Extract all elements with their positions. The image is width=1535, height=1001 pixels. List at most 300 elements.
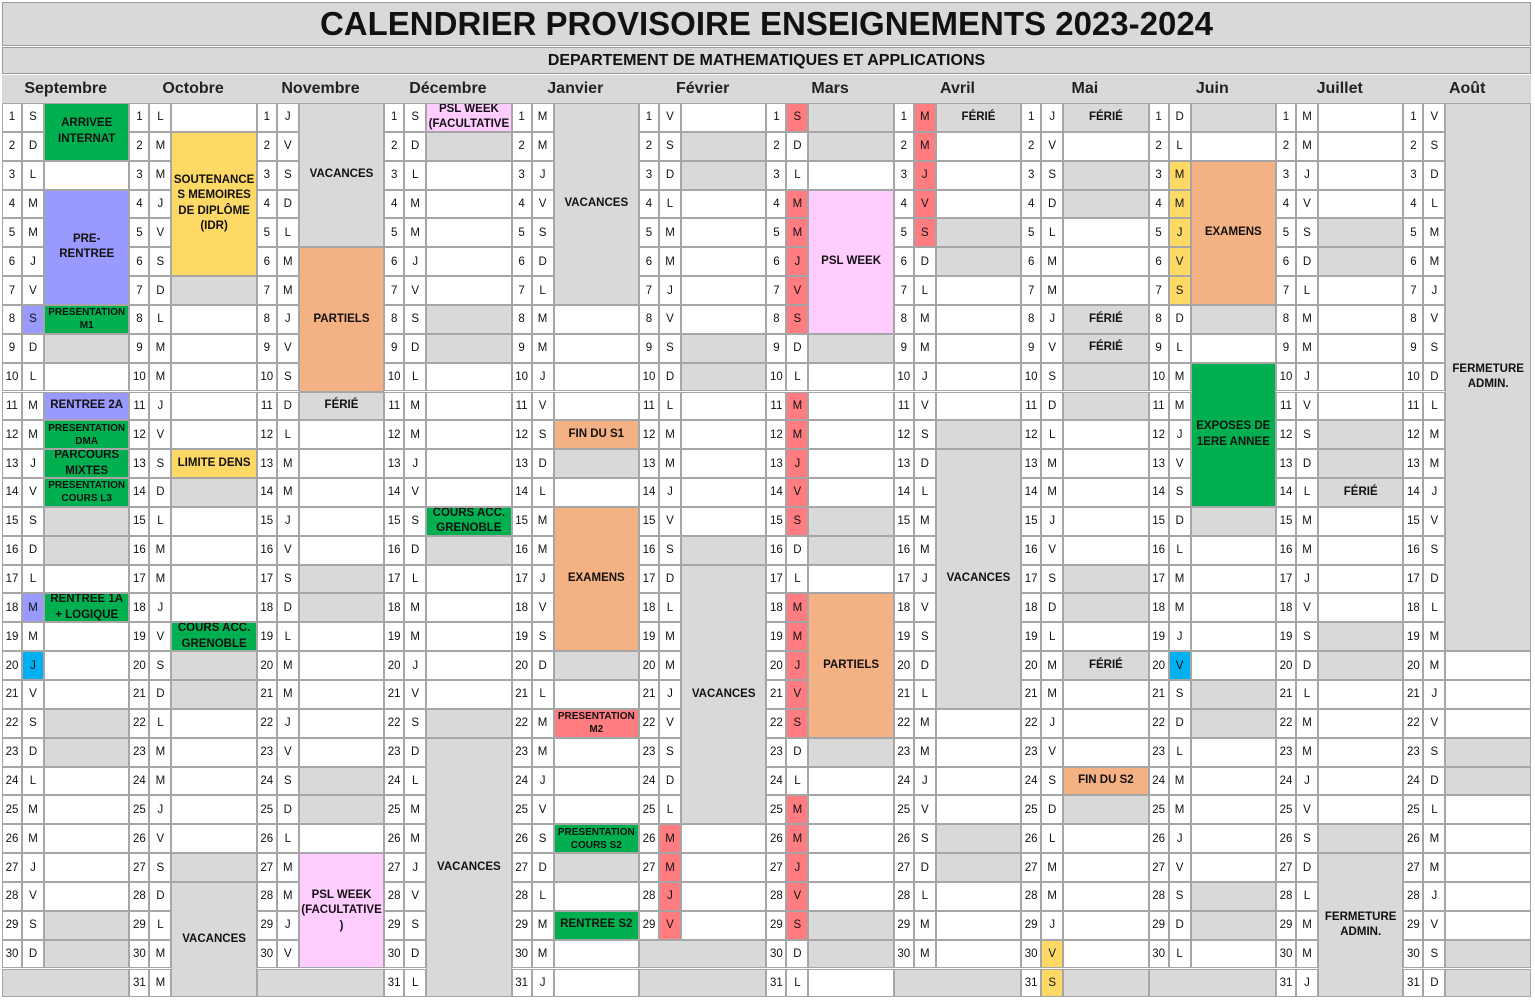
day-number: 19 (129, 622, 149, 651)
weekday-letter: J (1041, 305, 1063, 334)
day-slot (171, 680, 256, 709)
day-number: 3 (894, 161, 914, 190)
day-number: 1 (512, 103, 532, 132)
day-slot (426, 709, 511, 738)
day-number: 16 (894, 536, 914, 565)
day-number: 24 (766, 767, 786, 796)
day-number: 29 (1149, 911, 1169, 940)
day-slot (171, 507, 256, 536)
day-number: 19 (894, 622, 914, 651)
weekday-letter: M (149, 161, 171, 190)
weekday-letter: M (22, 593, 44, 622)
day-number: 9 (257, 334, 277, 363)
day-slot (171, 363, 256, 392)
month-header-7: Mars (766, 75, 893, 103)
day-number: 10 (1021, 363, 1041, 392)
day-slot (554, 305, 639, 334)
day-slot (426, 536, 511, 565)
weekday-letter: M (659, 622, 681, 651)
day-number: 14 (512, 478, 532, 507)
day-number: 4 (2, 190, 22, 219)
day-number: 7 (129, 276, 149, 305)
day-slot (1063, 565, 1148, 594)
day-slot (299, 738, 384, 767)
day-slot (171, 392, 256, 421)
day-number: 20 (894, 651, 914, 680)
event-block: FÉRIÉ (1063, 651, 1148, 680)
weekday-letter: D (914, 651, 936, 680)
weekday-letter: M (404, 392, 426, 421)
weekday-letter: V (1296, 392, 1318, 421)
day-number: 23 (1149, 738, 1169, 767)
weekday-letter: M (1296, 305, 1318, 334)
day-number: 5 (257, 218, 277, 247)
day-slot (1445, 853, 1531, 882)
day-number: 23 (1403, 738, 1423, 767)
day-number: 24 (129, 767, 149, 796)
day-number: 13 (766, 449, 786, 478)
weekday-letter: S (914, 824, 936, 853)
day-number: 31 (512, 969, 532, 998)
day-number: 25 (1276, 795, 1296, 824)
weekday-letter: S (914, 622, 936, 651)
day-number: 18 (512, 593, 532, 622)
weekday-letter: S (277, 767, 299, 796)
day-number: 14 (894, 478, 914, 507)
day-slot (171, 767, 256, 796)
weekday-letter: S (532, 218, 554, 247)
day-number: 13 (257, 449, 277, 478)
weekday-letter: L (404, 363, 426, 392)
day-slot (681, 334, 766, 363)
weekday-letter: J (404, 449, 426, 478)
day-slot (554, 738, 639, 767)
weekday-letter: D (1169, 305, 1191, 334)
weekday-letter: M (786, 392, 808, 421)
day-slot (681, 536, 766, 565)
weekday-letter: S (1041, 565, 1063, 594)
day-number: 9 (2, 334, 22, 363)
event-block: FIN DU S1 (554, 420, 639, 449)
day-number: 23 (1021, 738, 1041, 767)
weekday-letter: V (532, 190, 554, 219)
weekday-letter: M (1296, 536, 1318, 565)
day-number: 14 (1276, 478, 1296, 507)
day-slot (1445, 738, 1531, 767)
day-number: 29 (129, 911, 149, 940)
day-slot (554, 334, 639, 363)
day-number: 28 (639, 882, 659, 911)
day-number: 3 (1403, 161, 1423, 190)
weekday-letter: D (404, 536, 426, 565)
day-slot (299, 565, 384, 594)
weekday-letter: D (532, 449, 554, 478)
day-number: 3 (129, 161, 149, 190)
day-number: 5 (1276, 218, 1296, 247)
day-number: 14 (1021, 478, 1041, 507)
day-slot (936, 161, 1021, 190)
weekday-letter: L (1296, 478, 1318, 507)
day-number: 1 (1403, 103, 1423, 132)
weekday-letter: M (786, 420, 808, 449)
day-slot (1318, 363, 1403, 392)
day-slot (808, 507, 893, 536)
weekday-letter: M (1296, 709, 1318, 738)
day-number: 2 (1149, 132, 1169, 161)
day-number: 10 (257, 363, 277, 392)
day-number: 13 (1403, 449, 1423, 478)
day-number: 28 (1021, 882, 1041, 911)
day-number: 22 (766, 709, 786, 738)
weekday-letter: J (1296, 565, 1318, 594)
weekday-letter: L (532, 680, 554, 709)
weekday-letter: D (404, 738, 426, 767)
weekday-letter: S (22, 305, 44, 334)
day-slot (1063, 969, 1148, 998)
day-number: 17 (1149, 565, 1169, 594)
day-number: 18 (766, 593, 786, 622)
weekday-letter: V (1169, 853, 1191, 882)
day-number: 15 (129, 507, 149, 536)
day-number: 27 (512, 853, 532, 882)
weekday-letter: J (532, 161, 554, 190)
day-slot (1063, 276, 1148, 305)
weekday-letter: S (659, 132, 681, 161)
day-slot (1318, 680, 1403, 709)
day-number: 20 (384, 651, 404, 680)
day-number: 23 (639, 738, 659, 767)
day-slot (681, 190, 766, 219)
weekday-letter: S (786, 911, 808, 940)
event-block: FÉRIÉ (1063, 103, 1148, 132)
day-slot (171, 651, 256, 680)
day-slot (808, 449, 893, 478)
day-slot (1445, 795, 1531, 824)
day-slot (426, 218, 511, 247)
day-number: 29 (894, 911, 914, 940)
day-slot (1191, 651, 1276, 680)
day-number: 30 (1276, 940, 1296, 969)
day-slot (1318, 738, 1403, 767)
weekday-letter: L (659, 795, 681, 824)
weekday-letter: M (149, 132, 171, 161)
day-number: 11 (2, 392, 22, 421)
page-subtitle: DEPARTEMENT DE MATHEMATIQUES ET APPLICATIONS (2, 47, 1531, 74)
day-slot (1318, 392, 1403, 421)
day-number: 4 (512, 190, 532, 219)
weekday-letter: V (149, 824, 171, 853)
day-number: 30 (894, 940, 914, 969)
day-number: 15 (1403, 507, 1423, 536)
weekday-letter: S (1169, 680, 1191, 709)
day-number: 10 (1149, 363, 1169, 392)
day-number: 11 (512, 392, 532, 421)
weekday-letter: L (277, 622, 299, 651)
day-number: 20 (1276, 651, 1296, 680)
day-number: 25 (639, 795, 659, 824)
day-slot (808, 795, 893, 824)
day-number: 4 (1021, 190, 1041, 219)
day-number: 2 (512, 132, 532, 161)
day-slot (426, 449, 511, 478)
day-slot (1063, 882, 1148, 911)
day-number: 10 (639, 363, 659, 392)
day-number: 1 (129, 103, 149, 132)
weekday-letter: M (149, 565, 171, 594)
day-number: 14 (257, 478, 277, 507)
day-number: 14 (639, 478, 659, 507)
weekday-letter: S (149, 853, 171, 882)
day-number: 22 (894, 709, 914, 738)
weekday-letter: S (277, 565, 299, 594)
day-number: 28 (1276, 882, 1296, 911)
day-slot (1318, 767, 1403, 796)
day-slot (808, 103, 893, 132)
day-number: 2 (1403, 132, 1423, 161)
weekday-letter: J (277, 103, 299, 132)
day-slot (681, 507, 766, 536)
day-number: 9 (512, 334, 532, 363)
day-number: 5 (894, 218, 914, 247)
weekday-letter: S (1423, 132, 1445, 161)
day-slot (171, 795, 256, 824)
weekday-letter: V (914, 190, 936, 219)
day-number: 23 (766, 738, 786, 767)
weekday-letter: M (914, 709, 936, 738)
weekday-letter: D (149, 882, 171, 911)
day-slot (299, 449, 384, 478)
day-number: 6 (1149, 247, 1169, 276)
weekday-letter: S (786, 103, 808, 132)
day-number: 26 (512, 824, 532, 853)
day-slot (44, 940, 129, 969)
day-number: 26 (2, 824, 22, 853)
day-number: 12 (639, 420, 659, 449)
day-number: 4 (766, 190, 786, 219)
event-block: PRE-RENTREE (44, 190, 129, 305)
weekday-letter: J (22, 449, 44, 478)
weekday-letter: V (1423, 103, 1445, 132)
weekday-letter: L (1169, 738, 1191, 767)
event-block: PARTIELS (808, 593, 893, 737)
day-number: 27 (1276, 853, 1296, 882)
day-slot (1063, 161, 1148, 190)
weekday-letter: J (1296, 363, 1318, 392)
weekday-letter: V (22, 882, 44, 911)
weekday-letter: M (532, 334, 554, 363)
day-number: 28 (512, 882, 532, 911)
weekday-letter: M (1296, 334, 1318, 363)
day-number: 23 (129, 738, 149, 767)
weekday-letter: M (149, 969, 171, 998)
weekday-letter: S (277, 363, 299, 392)
weekday-letter: D (149, 478, 171, 507)
day-number: 14 (1403, 478, 1423, 507)
day-number: 4 (894, 190, 914, 219)
weekday-letter: V (1423, 709, 1445, 738)
day-slot (1445, 882, 1531, 911)
weekday-letter: L (532, 478, 554, 507)
day-slot (1063, 190, 1148, 219)
day-slot (1318, 824, 1403, 853)
day-slot (1063, 622, 1148, 651)
weekday-letter: M (277, 247, 299, 276)
day-number: 5 (129, 218, 149, 247)
day-number: 30 (766, 940, 786, 969)
weekday-letter: D (1169, 103, 1191, 132)
weekday-letter: M (914, 103, 936, 132)
event-block: VACANCES (681, 565, 766, 825)
weekday-letter: M (22, 824, 44, 853)
day-slot (808, 363, 893, 392)
day-number: 8 (1149, 305, 1169, 334)
weekday-letter: M (1423, 853, 1445, 882)
day-slot (681, 218, 766, 247)
event-block: FÉRIÉ (299, 392, 384, 421)
weekday-letter: M (532, 103, 554, 132)
weekday-letter: M (914, 132, 936, 161)
day-number: 30 (384, 940, 404, 969)
day-slot (1063, 392, 1148, 421)
day-slot (171, 593, 256, 622)
day-number: 24 (894, 767, 914, 796)
weekday-letter: M (1296, 738, 1318, 767)
day-number: 17 (1276, 565, 1296, 594)
event-block: PARCOURS MIXTES (44, 449, 129, 478)
day-number: 29 (2, 911, 22, 940)
weekday-letter: S (1296, 622, 1318, 651)
weekday-letter: D (1041, 392, 1063, 421)
weekday-letter: V (149, 622, 171, 651)
weekday-letter: M (1169, 565, 1191, 594)
weekday-letter: J (277, 911, 299, 940)
weekday-letter: M (1423, 449, 1445, 478)
weekday-letter: M (404, 420, 426, 449)
weekday-letter: L (149, 709, 171, 738)
day-number: 31 (129, 969, 149, 998)
day-number: 4 (1403, 190, 1423, 219)
day-number: 10 (1403, 363, 1423, 392)
weekday-letter: V (1041, 132, 1063, 161)
event-block: VACANCES (936, 449, 1021, 709)
day-slot (936, 911, 1021, 940)
weekday-letter: M (786, 795, 808, 824)
weekday-letter: D (1041, 795, 1063, 824)
weekday-letter: D (22, 940, 44, 969)
day-number: 18 (1276, 593, 1296, 622)
day-number: 26 (1149, 824, 1169, 853)
weekday-letter: D (277, 190, 299, 219)
day-number: 3 (1021, 161, 1041, 190)
day-number: 15 (766, 507, 786, 536)
event-block: FÉRIÉ (936, 103, 1021, 132)
day-number: 8 (257, 305, 277, 334)
day-number: 7 (1276, 276, 1296, 305)
day-number: 10 (1276, 363, 1296, 392)
day-number: 10 (129, 363, 149, 392)
weekday-letter: D (1296, 247, 1318, 276)
day-number: 30 (129, 940, 149, 969)
day-slot (681, 247, 766, 276)
day-number: 13 (639, 449, 659, 478)
day-slot (554, 940, 639, 969)
day-number: 19 (2, 622, 22, 651)
weekday-letter: S (1169, 276, 1191, 305)
day-number: 27 (766, 853, 786, 882)
day-number: 10 (766, 363, 786, 392)
weekday-letter: S (404, 911, 426, 940)
day-number: 24 (1021, 767, 1041, 796)
day-number: 1 (1021, 103, 1041, 132)
day-slot (299, 420, 384, 449)
weekday-letter: M (1041, 247, 1063, 276)
weekday-letter: D (1296, 853, 1318, 882)
weekday-letter: V (659, 507, 681, 536)
day-number: 17 (894, 565, 914, 594)
day-slot (426, 593, 511, 622)
day-number: 4 (257, 190, 277, 219)
day-number: 16 (2, 536, 22, 565)
weekday-letter: V (532, 392, 554, 421)
event-block: SOUTENANCE S MEMOIRES DE DIPLÔME (IDR) (171, 132, 256, 276)
weekday-letter: L (149, 305, 171, 334)
weekday-letter: D (1423, 969, 1445, 998)
day-slot (681, 478, 766, 507)
day-slot (936, 190, 1021, 219)
weekday-letter: M (277, 276, 299, 305)
day-slot (936, 709, 1021, 738)
weekday-letter: M (659, 853, 681, 882)
weekday-letter: M (149, 940, 171, 969)
weekday-letter: V (786, 882, 808, 911)
day-number: 16 (639, 536, 659, 565)
event-block: ARRIVEE INTERNAT (44, 103, 129, 161)
day-slot (1318, 507, 1403, 536)
weekday-letter: S (22, 709, 44, 738)
weekday-letter: J (277, 305, 299, 334)
day-number: 16 (1276, 536, 1296, 565)
day-number: 25 (1021, 795, 1041, 824)
event-block: LIMITE DENS (171, 449, 256, 478)
weekday-letter: J (1041, 103, 1063, 132)
weekday-letter: L (659, 392, 681, 421)
day-number: 20 (129, 651, 149, 680)
day-number: 15 (384, 507, 404, 536)
weekday-letter: S (1423, 334, 1445, 363)
weekday-letter: D (22, 536, 44, 565)
weekday-letter: D (1423, 363, 1445, 392)
day-number: 26 (129, 824, 149, 853)
event-block: FÉRIÉ (1318, 478, 1403, 507)
day-number: 3 (2, 161, 22, 190)
weekday-letter: M (1296, 940, 1318, 969)
day-slot (44, 738, 129, 767)
day-slot (1318, 276, 1403, 305)
day-number: 28 (1149, 882, 1169, 911)
weekday-letter: J (1041, 709, 1063, 738)
day-number: 15 (639, 507, 659, 536)
day-slot (936, 276, 1021, 305)
day-slot (1063, 593, 1148, 622)
weekday-letter: M (149, 363, 171, 392)
weekday-letter: L (1169, 132, 1191, 161)
day-number: 14 (2, 478, 22, 507)
day-number: 19 (1021, 622, 1041, 651)
day-number: 21 (766, 680, 786, 709)
day-slot (808, 536, 893, 565)
day-slot (554, 478, 639, 507)
weekday-letter: V (1041, 738, 1063, 767)
